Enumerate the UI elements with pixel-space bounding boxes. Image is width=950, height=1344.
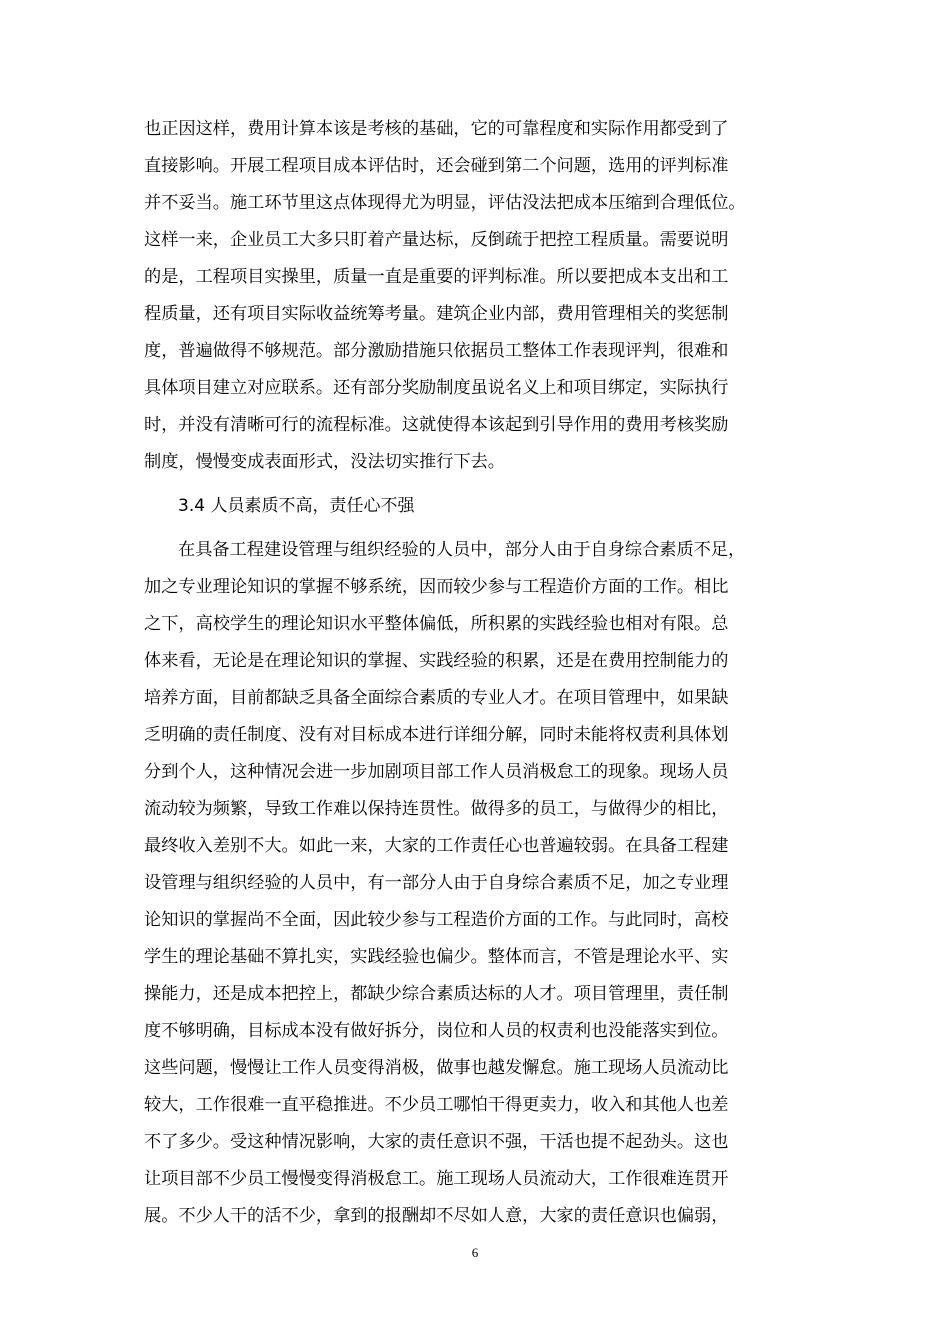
paragraph-line: 体来看，无论是在理论知识的掌握、实践经验的积累，还是在费用控制能力的	[144, 651, 729, 671]
paragraph-line: 展。不少人干的活不少，拿到的报酬却不尽如人意，大家的责任意识也偏弱，	[144, 1206, 729, 1226]
paragraph-line: 分到个人，这种情况会进一步加剧项目部工作人员消极怠工的现象。现场人员	[144, 762, 729, 782]
paragraph-line: 让项目部不少员工慢慢变得消极怠工。施工现场人员流动大，工作很难连贯开	[144, 1169, 729, 1189]
paragraph-line: 程质量，还有项目实际收益统筹考量。建筑企业内部，费用管理相关的奖惩制	[144, 304, 729, 324]
paragraph-line: 制度，慢慢变成表面形式，没法切实推行下去。	[144, 452, 505, 472]
paragraph-line: 度不够明确，目标成本没有做好拆分，岗位和人员的权责利也没能落实到位。	[144, 1021, 729, 1041]
paragraph-line: 设管理与组织经验的人员中，有一部分人由于自身综合素质不足，加之专业理	[144, 873, 729, 893]
paragraph-line: 这样一来，企业员工大多只盯着产量达标，反倒疏于把控工程质量。需要说明	[144, 230, 729, 250]
section-heading: 3.4 人员素质不高，责任心不强	[178, 496, 415, 516]
paragraph-line: 并不妥当。施工环节里这点体现得尤为明显，评估没法把成本压缩到合理低位。	[144, 193, 746, 213]
paragraph-line: 较大，工作很难一直平稳推进。不少员工哪怕干得更卖力，收入和其他人也差	[144, 1095, 729, 1115]
paragraph-line: 论知识的掌握尚不全面，因此较少参与工程造价方面的工作。与此同时，高校	[144, 910, 729, 930]
paragraph-line: 具体项目建立对应联系。还有部分奖励制度虽说名义上和项目绑定，实际执行	[144, 378, 729, 398]
paragraph-line: 也正因这样，费用计算本该是考核的基础，它的可靠程度和实际作用都受到了	[144, 119, 729, 139]
paragraph-line: 操能力，还是成本把控上，都缺少综合素质达标的人才。项目管理里，责任制	[144, 984, 729, 1004]
paragraph-line: 度，普遍做得不够规范。部分激励措施只依据员工整体工作表现评判，很难和	[144, 341, 729, 361]
page-number: 6	[471, 1245, 479, 1260]
paragraph-line: 不了多少。受这种情况影响，大家的责任意识不强，干活也提不起劲头。这也	[144, 1132, 729, 1152]
paragraph-line: 的是，工程项目实操里，质量一直是重要的评判标准。所以要把成本支出和工	[144, 267, 729, 287]
paragraph-line: 培养方面，目前都缺乏具备全面综合素质的专业人才。在项目管理中，如果缺	[144, 688, 729, 708]
paragraph-line: 最终收入差别不大。如此一来，大家的工作责任心也普遍较弱。在具备工程建	[144, 836, 729, 856]
paragraph-line: 时，并没有清晰可行的流程标准。这就使得本该起到引导作用的费用考核奖励	[144, 415, 729, 435]
paragraph-line: 之下，高校学生的理论知识水平整体偏低，所积累的实践经验也相对有限。总	[144, 614, 729, 634]
paragraph-line: 这些问题，慢慢让工作人员变得消极，做事也越发懈怠。施工现场人员流动比	[144, 1058, 729, 1078]
paragraph-line: 流动较为频繁，导致工作难以保持连贯性。做得多的员工，与做得少的相比，	[144, 799, 729, 819]
paragraph-line: 加之专业理论知识的掌握不够系统，因而较少参与工程造价方面的工作。相比	[144, 577, 729, 597]
paragraph-line: 在具备工程建设管理与组织经验的人员中，部分人由于自身综合素质不足，	[178, 540, 746, 560]
paragraph-line: 直接影响。开展工程项目成本评估时，还会碰到第二个问题，选用的评判标准	[144, 156, 729, 176]
paragraph-line: 学生的理论基础不算扎实，实践经验也偏少。整体而言，不管是理论水平、实	[144, 947, 729, 967]
paragraph-line: 乏明确的责任制度、没有对目标成本进行详细分解，同时未能将权责利具体划	[144, 725, 729, 745]
